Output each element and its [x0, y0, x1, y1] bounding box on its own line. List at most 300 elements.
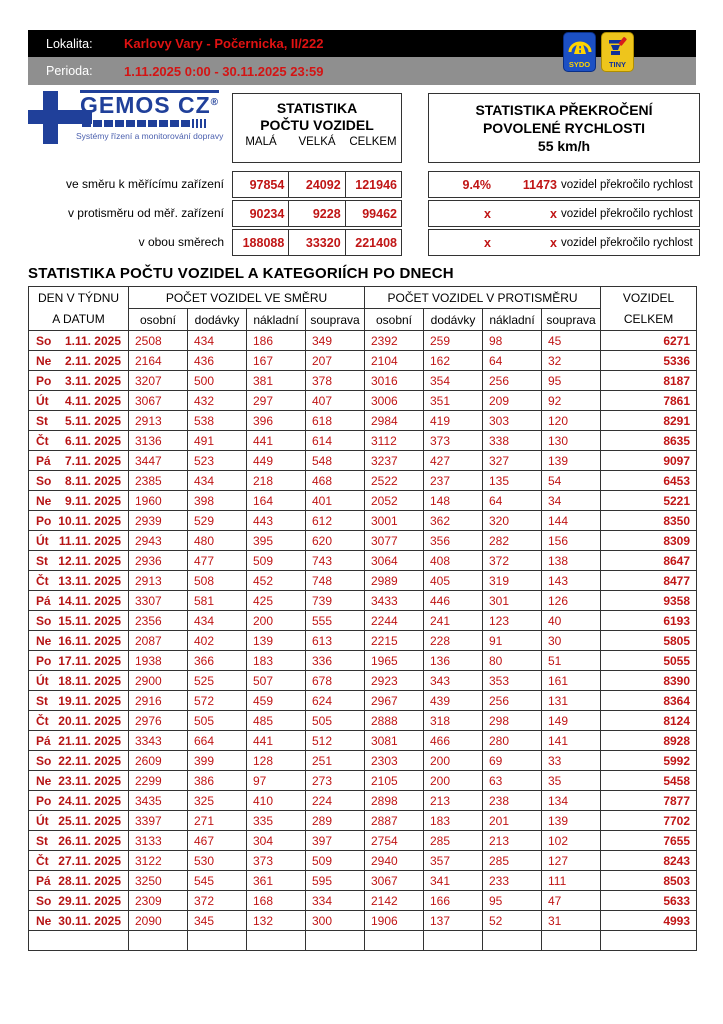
count-cell: 2087: [129, 631, 188, 651]
count-cell: 64: [483, 491, 542, 511]
count-cell: [247, 931, 306, 951]
count-cell: 2142: [365, 891, 424, 911]
count-cells: [232, 171, 402, 198]
count-cell: 432: [188, 391, 247, 411]
total-cell: 8187: [601, 371, 697, 391]
count-cell: 2104: [365, 351, 424, 371]
count-cell: 34: [542, 491, 601, 511]
count-cell: 144: [542, 511, 601, 531]
count-cell: 98: [483, 331, 542, 351]
date-value: 29.11. 2025: [58, 893, 121, 908]
count-cell: 127: [542, 851, 601, 871]
count-cell: 33: [542, 751, 601, 771]
count-cell: 449: [247, 451, 306, 471]
sydo-label: SYDO: [568, 60, 591, 69]
day-abbrev: St: [36, 413, 48, 428]
date-value: 22.11. 2025: [58, 753, 121, 768]
perioda-value: 1.11.2025 0:00 - 30.11.2025 23:59: [124, 63, 324, 79]
count-cell: 459: [247, 691, 306, 711]
count-cell: 91: [483, 631, 542, 651]
count-cell: 228: [424, 631, 483, 651]
count-cell: 47: [542, 891, 601, 911]
subcol-dodavky-1: dodávky: [188, 309, 247, 331]
count-cell: 581: [188, 591, 247, 611]
count-cell: 2913: [129, 571, 188, 591]
count-cell: 452: [247, 571, 306, 591]
count-cell: 361: [247, 871, 306, 891]
logo-tagline: Systémy řízení a monitorování dopravy: [76, 131, 224, 141]
table-row: [29, 671, 697, 691]
count-cell: 126: [542, 591, 601, 611]
count-cells: [232, 200, 402, 227]
count-cell: 128: [247, 751, 306, 771]
sydo-bridge-glyph: [567, 36, 593, 60]
table-row: [29, 811, 697, 831]
day-abbrev: Ne: [36, 773, 52, 788]
count-box-columns: [233, 136, 401, 148]
date-value: 30.11. 2025: [58, 913, 121, 928]
day-abbrev: Čt: [36, 713, 49, 728]
count-cell: 2309: [129, 891, 188, 911]
speed-cells: [428, 200, 700, 227]
total-cell: 8124: [601, 711, 697, 731]
count-cell: 218: [247, 471, 306, 491]
date-value: 15.11. 2025: [58, 613, 121, 628]
count-cell: 139: [247, 631, 306, 651]
logo-name: GEMOS CZ: [80, 92, 211, 118]
table-row: [29, 591, 697, 611]
summary-row: [28, 200, 696, 228]
speed-percent: x: [484, 235, 491, 250]
count-cell: 2984: [365, 411, 424, 431]
count-cell: 441: [247, 731, 306, 751]
count-cell: 538: [188, 411, 247, 431]
table-row: [29, 691, 697, 711]
count-cell: 2385: [129, 471, 188, 491]
day-date-cell: [29, 551, 129, 571]
date-value: 20.11. 2025: [58, 713, 121, 728]
count-cell: 3064: [365, 551, 424, 571]
count-cell: 595: [306, 871, 365, 891]
count-cell: 436: [188, 351, 247, 371]
day-date-cell: [29, 851, 129, 871]
total-cell: 5805: [601, 631, 697, 651]
count-cell: 102: [542, 831, 601, 851]
count-cell: 678: [306, 671, 365, 691]
subcol-osobni-2: osobní: [365, 309, 424, 331]
count-cell: 3067: [129, 391, 188, 411]
count-cell: 35: [542, 771, 601, 791]
count-cell: 434: [188, 331, 247, 351]
day-date-cell: [29, 931, 129, 951]
count-cell: 443: [247, 511, 306, 531]
count-cell: 3250: [129, 871, 188, 891]
day-abbrev: Ne: [36, 633, 52, 648]
count-cell: 419: [424, 411, 483, 431]
day-abbrev: Pá: [36, 593, 51, 608]
count-cell: 356: [424, 531, 483, 551]
count-cell: 397: [306, 831, 365, 851]
count-cell: 399: [188, 751, 247, 771]
day-abbrev: Čt: [36, 853, 49, 868]
total-cell: 5458: [601, 771, 697, 791]
total-cell: 8350: [601, 511, 697, 531]
total-cell: 9358: [601, 591, 697, 611]
count-cell: 491: [188, 431, 247, 451]
date-value: 12.11. 2025: [58, 553, 121, 568]
daily-table-body: [29, 331, 697, 951]
day-abbrev: Čt: [36, 433, 49, 448]
count-cell: [129, 931, 188, 951]
table-row: [29, 851, 697, 871]
day-date-cell: [29, 831, 129, 851]
day-abbrev: So: [36, 753, 52, 768]
day-date-cell: [29, 491, 129, 511]
count-cell: 505: [188, 711, 247, 731]
count-cell: 395: [247, 531, 306, 551]
table-row: [29, 711, 697, 731]
count-cell: 3122: [129, 851, 188, 871]
count-cell: 80: [483, 651, 542, 671]
celkem-value: 99462: [362, 206, 397, 221]
lokalita-label: Lokalita:: [46, 36, 93, 51]
count-cell: 2303: [365, 751, 424, 771]
total-cell: 7877: [601, 791, 697, 811]
count-stats-box: [232, 93, 402, 163]
count-cell: 500: [188, 371, 247, 391]
total-cell: 5336: [601, 351, 697, 371]
total-cell: 8390: [601, 671, 697, 691]
count-cell: 273: [306, 771, 365, 791]
day-abbrev: So: [36, 333, 52, 348]
count-cell: 366: [188, 651, 247, 671]
count-cell: 143: [542, 571, 601, 591]
day-abbrev: Po: [36, 793, 52, 808]
day-abbrev: Ne: [36, 353, 52, 368]
table-row: [29, 451, 697, 471]
count-cell: 1938: [129, 651, 188, 671]
count-cell: 2090: [129, 911, 188, 931]
app-badges: [563, 32, 634, 72]
count-cell: 200: [424, 771, 483, 791]
day-abbrev: Po: [36, 653, 52, 668]
count-cell: 405: [424, 571, 483, 591]
header-day-datum: [29, 287, 129, 331]
count-cell: 139: [542, 451, 601, 471]
count-cell: 2052: [365, 491, 424, 511]
count-cell: 2105: [365, 771, 424, 791]
speed-box-title2: POVOLENÉ RYCHLOSTI: [482, 120, 646, 136]
count-cell: 2508: [129, 331, 188, 351]
speed-count: 11473: [522, 177, 557, 192]
day-date-cell: [29, 531, 129, 551]
date-value: 8.11. 2025: [64, 473, 121, 488]
day-date-cell: [29, 511, 129, 531]
date-value: 26.11. 2025: [58, 833, 121, 848]
count-cell: 2913: [129, 411, 188, 431]
count-cell: 351: [424, 391, 483, 411]
count-cell: 95: [483, 891, 542, 911]
date-value: 9.11. 2025: [64, 493, 121, 508]
velka-value: 24092: [289, 172, 345, 197]
table-row: [29, 551, 697, 571]
subcol-dodavky-2: dodávky: [424, 309, 483, 331]
count-cell: 213: [424, 791, 483, 811]
count-cell: 523: [188, 451, 247, 471]
count-cell: 164: [247, 491, 306, 511]
count-cell: [188, 931, 247, 951]
count-cell: 300: [306, 911, 365, 931]
speed-count: x: [550, 206, 557, 221]
count-cell: 120: [542, 411, 601, 431]
day-date-cell: [29, 791, 129, 811]
count-box-title1: STATISTIKA: [276, 100, 358, 116]
day-date-cell: [29, 611, 129, 631]
count-cell: 51: [542, 651, 601, 671]
count-cell: 139: [542, 811, 601, 831]
header-vozidel-celkem: [601, 287, 697, 331]
count-cell: 3343: [129, 731, 188, 751]
header-total-line1: VOZIDEL: [622, 290, 675, 305]
table-row: [29, 351, 697, 371]
total-cell: 8477: [601, 571, 697, 591]
count-cell: 3081: [365, 731, 424, 751]
count-cell: 2888: [365, 711, 424, 731]
count-cell: 743: [306, 551, 365, 571]
count-cell: 282: [483, 531, 542, 551]
daily-stats-table: [28, 286, 697, 951]
count-cell: 572: [188, 691, 247, 711]
total-cell: 8635: [601, 431, 697, 451]
count-cell: 2898: [365, 791, 424, 811]
count-cell: 92: [542, 391, 601, 411]
count-cell: 618: [306, 411, 365, 431]
count-cell: 2299: [129, 771, 188, 791]
count-cell: 468: [306, 471, 365, 491]
day-date-cell: [29, 871, 129, 891]
count-cell: [483, 931, 542, 951]
count-cell: 303: [483, 411, 542, 431]
day-abbrev: Po: [36, 373, 52, 388]
day-abbrev: Pá: [36, 733, 51, 748]
count-cell: 2943: [129, 531, 188, 551]
table-row: [29, 431, 697, 451]
count-cell: 343: [424, 671, 483, 691]
date-value: 14.11. 2025: [58, 593, 121, 608]
table-row: [29, 411, 697, 431]
day-date-cell: [29, 651, 129, 671]
tiny-label: TINY: [608, 60, 627, 69]
count-cell: 123: [483, 611, 542, 631]
count-cell: 434: [188, 471, 247, 491]
count-cell: 64: [483, 351, 542, 371]
count-cell: 373: [424, 431, 483, 451]
count-cell: 386: [188, 771, 247, 791]
count-cell: 2754: [365, 831, 424, 851]
count-cell: 439: [424, 691, 483, 711]
day-date-cell: [29, 571, 129, 591]
speed-suffix: vozidel překročilo rychlost: [561, 178, 693, 191]
count-cell: 425: [247, 591, 306, 611]
date-value: 18.11. 2025: [58, 673, 121, 688]
count-cell: 477: [188, 551, 247, 571]
count-cell: 353: [483, 671, 542, 691]
total-cell: 9097: [601, 451, 697, 471]
count-cell: 45: [542, 331, 601, 351]
count-cell: 137: [424, 911, 483, 931]
total-cell: 8309: [601, 531, 697, 551]
date-value: 10.11. 2025: [58, 513, 121, 528]
date-value: 17.11. 2025: [58, 653, 121, 668]
summary-row: [28, 229, 696, 257]
count-cell: 336: [306, 651, 365, 671]
day-abbrev: St: [36, 833, 48, 848]
count-cell: 136: [424, 651, 483, 671]
mala-value: 188088: [233, 230, 289, 255]
tiny-press-glyph: [605, 36, 631, 60]
count-cell: 2609: [129, 751, 188, 771]
count-cell: 213: [483, 831, 542, 851]
count-cell: 148: [424, 491, 483, 511]
count-cell: 362: [424, 511, 483, 531]
date-value: 16.11. 2025: [58, 633, 121, 648]
count-cell: 3016: [365, 371, 424, 391]
total-cell: [601, 931, 697, 951]
table-row: [29, 631, 697, 651]
count-cell: 2967: [365, 691, 424, 711]
count-cell: 466: [424, 731, 483, 751]
total-cell: 6271: [601, 331, 697, 351]
celkem-value: 121946: [355, 177, 397, 192]
speed-suffix: vozidel překročilo rychlost: [561, 236, 693, 249]
total-cell: 8503: [601, 871, 697, 891]
count-cell: 141: [542, 731, 601, 751]
date-value: 21.11. 2025: [58, 733, 121, 748]
total-cell: 7861: [601, 391, 697, 411]
count-cell: 3433: [365, 591, 424, 611]
gemos-logo: [28, 90, 233, 150]
day-abbrev: So: [36, 613, 52, 628]
table-row: [29, 771, 697, 791]
count-cell: 3207: [129, 371, 188, 391]
table-row: [29, 371, 697, 391]
total-cell: 4993: [601, 911, 697, 931]
day-date-cell: [29, 351, 129, 371]
day-date-cell: [29, 451, 129, 471]
count-cell: 398: [188, 491, 247, 511]
day-abbrev: Ne: [36, 493, 52, 508]
day-date-cell: [29, 671, 129, 691]
count-cell: 289: [306, 811, 365, 831]
date-value: 27.11. 2025: [58, 853, 121, 868]
count-cell: 156: [542, 531, 601, 551]
count-cell: 505: [306, 711, 365, 731]
count-cell: 509: [306, 851, 365, 871]
total-cell: 8647: [601, 551, 697, 571]
count-cell: 349: [306, 331, 365, 351]
count-cell: 183: [424, 811, 483, 831]
count-cell: 30: [542, 631, 601, 651]
day-date-cell: [29, 711, 129, 731]
count-cell: 183: [247, 651, 306, 671]
count-cell: 341: [424, 871, 483, 891]
count-cell: 200: [424, 751, 483, 771]
count-cell: 427: [424, 451, 483, 471]
daily-table-title: STATISTIKA POČTU VOZIDEL A KATEGORIÍCH PO DNECH: [28, 265, 454, 282]
count-cell: 166: [424, 891, 483, 911]
count-cell: 3397: [129, 811, 188, 831]
count-cell: 2164: [129, 351, 188, 371]
daily-table-header: [29, 287, 697, 331]
total-cell: 5992: [601, 751, 697, 771]
col-mala: MALÁ: [245, 136, 277, 148]
count-cell: 1965: [365, 651, 424, 671]
sydo-icon: [563, 32, 596, 72]
count-cell: 401: [306, 491, 365, 511]
perioda-label: Perioda:: [46, 64, 93, 78]
count-cell: 335: [247, 811, 306, 831]
count-cell: 3001: [365, 511, 424, 531]
date-value: 7.11. 2025: [64, 453, 121, 468]
table-row: [29, 831, 697, 851]
count-cell: 131: [542, 691, 601, 711]
count-cell: [424, 931, 483, 951]
date-value: 2.11. 2025: [64, 353, 121, 368]
count-cell: 612: [306, 511, 365, 531]
col-celkem: CELKEM: [349, 136, 397, 148]
day-date-cell: [29, 391, 129, 411]
count-cell: 396: [247, 411, 306, 431]
mala-value: 90234: [233, 201, 289, 226]
count-cell: 69: [483, 751, 542, 771]
count-cell: 372: [188, 891, 247, 911]
date-value: 23.11. 2025: [58, 773, 121, 788]
table-row: [29, 571, 697, 591]
total-cell: 6453: [601, 471, 697, 491]
day-abbrev: So: [36, 893, 52, 908]
count-cell: 345: [188, 911, 247, 931]
count-cell: 434: [188, 611, 247, 631]
count-cell: 3307: [129, 591, 188, 611]
count-cell: 135: [483, 471, 542, 491]
count-cell: 508: [188, 571, 247, 591]
table-row: [29, 531, 697, 551]
table-row: [29, 871, 697, 891]
header-group-ve-smeru: POČET VOZIDEL VE SMĚRU: [129, 287, 365, 309]
table-row: [29, 911, 697, 931]
count-cell: 3006: [365, 391, 424, 411]
count-cell: 441: [247, 431, 306, 451]
count-cell: 325: [188, 791, 247, 811]
day-abbrev: Út: [36, 813, 49, 828]
velka-value: 33320: [289, 230, 345, 255]
count-cell: 512: [306, 731, 365, 751]
count-cell: [306, 931, 365, 951]
date-value: 1.11. 2025: [64, 333, 121, 348]
subcol-souprava-1: souprava: [306, 309, 365, 331]
count-cell: 2244: [365, 611, 424, 631]
speed-box-title1: STATISTIKA PŘEKROČENÍ: [475, 102, 653, 118]
count-cell: 320: [483, 511, 542, 531]
count-cell: 509: [247, 551, 306, 571]
count-cell: 545: [188, 871, 247, 891]
count-cell: 357: [424, 851, 483, 871]
count-cell: 54: [542, 471, 601, 491]
day-abbrev: St: [36, 553, 48, 568]
count-cell: 3136: [129, 431, 188, 451]
count-cell: 624: [306, 691, 365, 711]
day-date-cell: [29, 411, 129, 431]
